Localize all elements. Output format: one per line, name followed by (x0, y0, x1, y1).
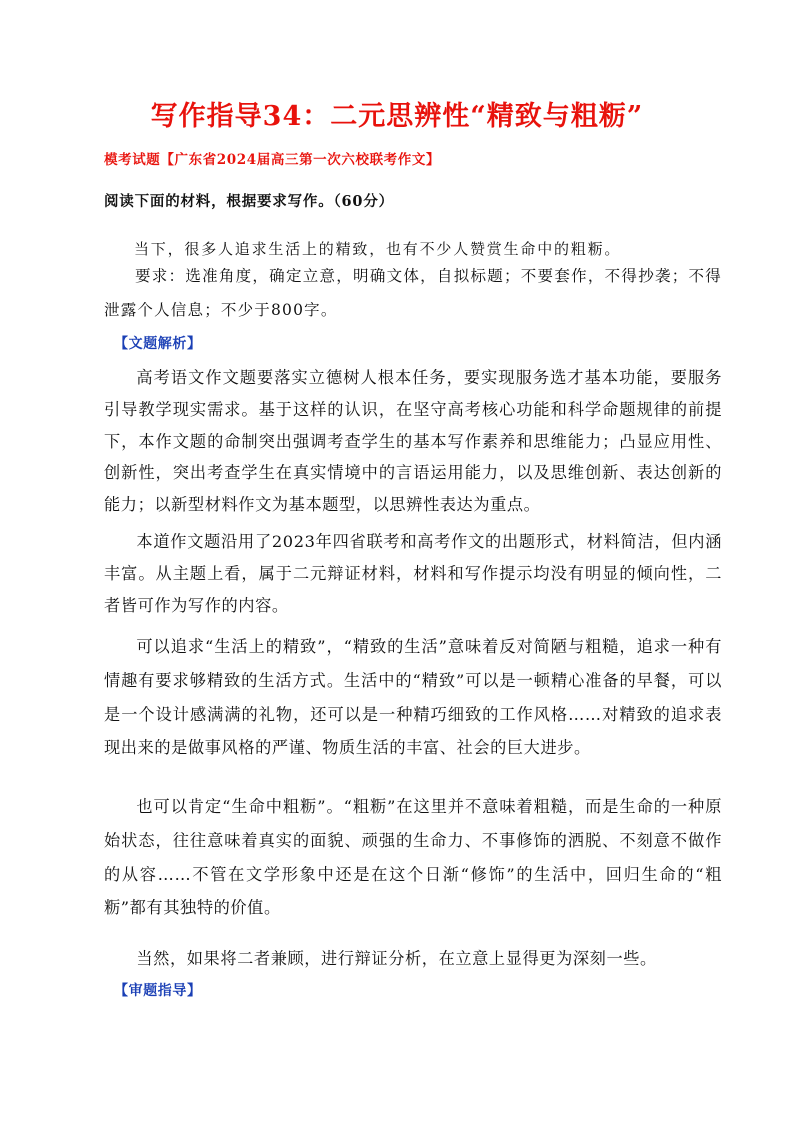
material-text: 当下，很多人追求生活上的精致，也有不少人赞赏生命中的粗粝。 (134, 240, 622, 258)
analysis-paragraph: 可以追求“生活上的精致”，“精致的生活”意味着反对简陋与粗糙，追求一种有情趣有要求够精致的生活方式。生活中的“精致”可以是一顿精心准备的早餐，可以是一个设计感满满的礼物，还可以是一种精巧细致的工作风格……对精致的追求表现出来的是做事风格的严谨、物质生活的丰富、社会的巨大进步。 (104, 637, 722, 758)
exam-source-line: 模考试题【广东省2024届高三第一次六校联考作文】 (104, 152, 441, 168)
analysis-heading: 【文题解析】 (114, 336, 202, 352)
analysis-paragraph: 高考语文作文题要落实立德树人根本任务，要实现服务选才基本功能，要服务引导教学现实需求。基于这样的认识，在坚守高考核心功能和科学命题规律的前提下，本作文题的命制突出强调考查学生的基本写作素养和思维能力；凸显应用性、创新性，突出考查学生在真实情境中的言语运用能力，以及思维创新、表达创新的能力；以新型材料作文为基本题型，以思辨性表达为重点。 (104, 368, 722, 515)
analysis-paragraph: 当然，如果将二者兼顾，进行辩证分析，在立意上显得更为深刻一些。 (136, 949, 657, 968)
document-title: 写作指导34：二元思辨性“精致与粗粝” (150, 101, 644, 132)
requirements-text: 要求：选准角度，确定立意，明确文体，自拟标题；不要套作，不得抄袭；不得泄露个人信息；不少于800字。 (104, 267, 722, 319)
prompt-heading: 阅读下面的材料，根据要求写作。（60分） (104, 193, 394, 210)
analysis-paragraph: 也可以肯定“生命中粗粝”。“粗粝”在这里并不意味着粗糙，而是生命的一种原始状态，往往意味着真实的面貌、顽强的生命力、不事修饰的洒脱、不刻意不做作的从容……不管在文学形象中还是在这个日渐“修饰”的生活中，回归生命的“粗粝”都有其独特的价值。 (104, 797, 722, 918)
guidance-heading: 【审题指导】 (114, 983, 202, 999)
analysis-paragraph: 本道作文题沿用了2023年四省联考和高考作文的出题形式，材料简洁，但内涵丰富。从主题上看，属于二元辩证材料，材料和写作提示均没有明显的倾向性，二者皆可作为写作的内容。 (104, 532, 722, 615)
